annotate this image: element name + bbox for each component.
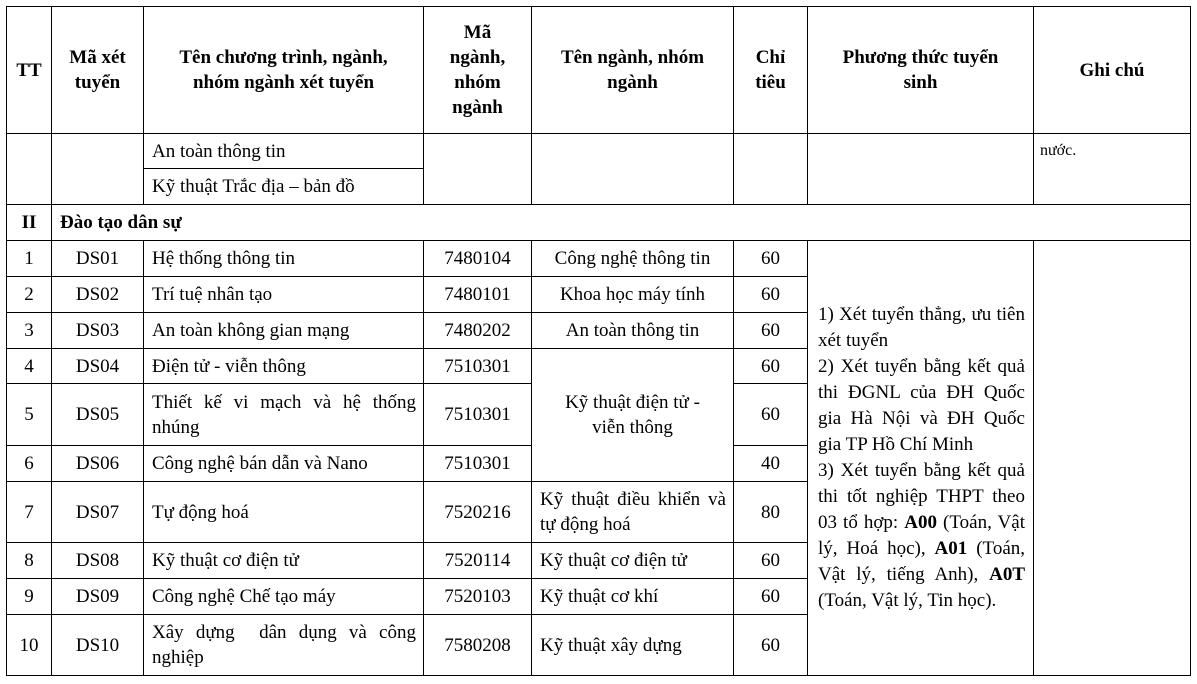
cont-tt-cell (7, 134, 52, 205)
header-row (7, 7, 1191, 134)
row-major: An toàn thông tin (532, 313, 734, 349)
row-quota: 80 (734, 482, 808, 543)
row-major-code: 7480101 (424, 277, 532, 313)
row-major-code: 7510301 (424, 446, 532, 482)
row-major: Khoa học máy tính (532, 277, 734, 313)
combo-a0t-desc: (Toán, Vật lý, Tin học). (818, 590, 997, 611)
row-code: DS08 (52, 543, 144, 579)
row-code: DS09 (52, 579, 144, 615)
row-quota: 60 (734, 313, 808, 349)
combo-a00-desc: (Toán, Vật lý, Hoá học), (818, 512, 1025, 559)
section-number: II (7, 205, 52, 241)
row-quota: 60 (734, 384, 808, 446)
row-quota: 60 (734, 615, 808, 676)
row-major: Công nghệ thông tin (532, 241, 734, 277)
row-program: Kỹ thuật cơ điện tử (144, 543, 424, 579)
row-program: An toàn không gian mạng (144, 313, 424, 349)
row-quota: 60 (734, 579, 808, 615)
row-code: DS06 (52, 446, 144, 482)
method-3 (818, 458, 1025, 614)
continuation-row-1 (7, 134, 1191, 169)
row-code: DS01 (52, 241, 144, 277)
cont-program-2: Kỹ thuật Trắc địa – bản đồ (144, 169, 424, 205)
row-quota: 60 (734, 349, 808, 384)
row-program: Hệ thống thông tin (144, 241, 424, 277)
row-major-code: 7520103 (424, 579, 532, 615)
row-quota: 60 (734, 277, 808, 313)
cont-quota-cell (734, 134, 808, 205)
row-tt: 9 (7, 579, 52, 615)
admission-methods (808, 241, 1034, 676)
row-program: Công nghệ Chế tạo máy (144, 579, 424, 615)
header-ten-chuong-trinh: Tên chương trình, ngành, nhóm ngành xét tuyển (144, 7, 424, 134)
table-row (7, 241, 1191, 277)
row-tt: 3 (7, 313, 52, 349)
row-code: DS05 (52, 384, 144, 446)
row-quota: 40 (734, 446, 808, 482)
row-tt: 1 (7, 241, 52, 277)
method-1: 1) Xét tuyển thẳng, ưu tiên xét tuyển (818, 304, 1025, 351)
row-major-code: 7520216 (424, 482, 532, 543)
cont-major-cell (532, 134, 734, 205)
row-program: Công nghệ bán dẫn và Nano (144, 446, 424, 482)
row-major-code: 7520114 (424, 543, 532, 579)
row-tt: 5 (7, 384, 52, 446)
combo-a01-desc: (Toán, Vật lý, tiếng Anh), (818, 538, 1025, 585)
row-program: Trí tuệ nhân tạo (144, 277, 424, 313)
row-major-code: 7510301 (424, 349, 532, 384)
row-major-code: 7510301 (424, 384, 532, 446)
method-2: 2) Xét tuyển bằng kết quả thi ĐGNL của ĐH Quốc gia Hà Nội và ĐH Quốc gia TP Hồ Chí Minh (818, 356, 1025, 455)
combo-a00: A00 (904, 512, 937, 533)
admission-table (6, 6, 1191, 676)
row-program: Xây dựng dân dụng và công nghiệp (144, 615, 424, 676)
header-tt: TT (7, 7, 52, 134)
cont-program-1: An toàn thông tin (144, 134, 424, 169)
cont-method-cell (808, 134, 1034, 205)
row-major: Kỹ thuật điều khiển và tự động hoá (532, 482, 734, 543)
method-3-text: 3) Xét tuyển bằng kết quả thi tốt nghiệp THPT theo 03 tổ hợp: (818, 460, 1025, 533)
section-title: Đào tạo dân sự (52, 205, 1191, 241)
row-major-code: 7580208 (424, 615, 532, 676)
combo-a0t: A0T (989, 564, 1025, 585)
combo-a01: A01 (934, 538, 968, 559)
section-row (7, 205, 1191, 241)
row-tt: 6 (7, 446, 52, 482)
note-cell (1034, 241, 1191, 676)
row-major-code: 7480104 (424, 241, 532, 277)
row-major-merged: Kỹ thuật điện tử - viễn thông (532, 349, 734, 482)
row-code: DS07 (52, 482, 144, 543)
row-major: Kỹ thuật cơ khí (532, 579, 734, 615)
row-tt: 10 (7, 615, 52, 676)
row-tt: 4 (7, 349, 52, 384)
row-code: DS03 (52, 313, 144, 349)
row-major-code: 7480202 (424, 313, 532, 349)
row-code: DS02 (52, 277, 144, 313)
header-ma-xet-tuyen: Mã xét tuyển (52, 7, 144, 134)
header-chi-tieu: Chỉ tiêu (734, 7, 808, 134)
row-program: Tự động hoá (144, 482, 424, 543)
row-quota: 60 (734, 241, 808, 277)
row-program: Thiết kế vi mạch và hệ thống nhúng (144, 384, 424, 446)
row-tt: 8 (7, 543, 52, 579)
row-major: Kỹ thuật cơ điện tử (532, 543, 734, 579)
row-quota: 60 (734, 543, 808, 579)
cont-note: nước. (1034, 134, 1191, 205)
row-program: Điện tử - viễn thông (144, 349, 424, 384)
header-ma-nganh: Mã ngành, nhóm ngành (424, 7, 532, 134)
row-tt: 7 (7, 482, 52, 543)
row-code: DS04 (52, 349, 144, 384)
row-code: DS10 (52, 615, 144, 676)
cont-code-cell (52, 134, 144, 205)
header-ghi-chu: Ghi chú (1034, 7, 1191, 134)
row-major: Kỹ thuật xây dựng (532, 615, 734, 676)
header-ten-nganh: Tên ngành, nhóm ngành (532, 7, 734, 134)
cont-major-code-cell (424, 134, 532, 205)
row-tt: 2 (7, 277, 52, 313)
header-phuong-thuc: Phương thức tuyển sinh (808, 7, 1034, 134)
